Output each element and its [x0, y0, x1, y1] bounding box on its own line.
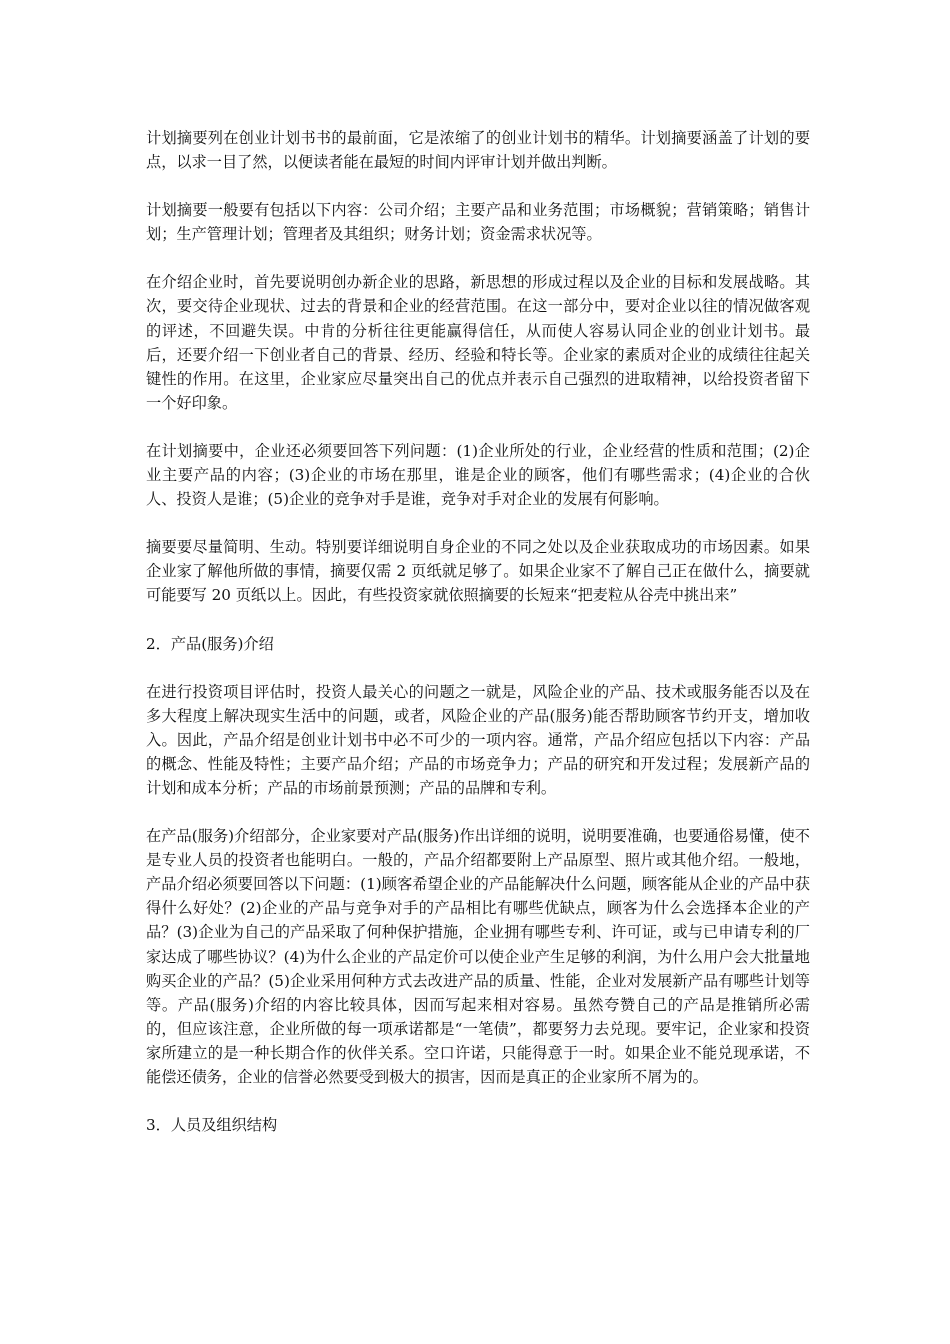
summary-questions-paragraph: 在计划摘要中，企业还必须要回答下列问题：(1)企业所处的行业，企业经营的性质和范围；(2)企业主要产品的内容；(3)企业的市场在那里，谁是企业的顾客，他们有哪些需求；(4)企业的合伙人、投资人是谁；(5)企业的竞争对手是谁，竞争对手对企业的发展有何影响。 — [146, 441, 810, 509]
product-intro-paragraph: 在进行投资项目评估时，投资人最关心的问题之一就是，风险企业的产品、技术或服务能否以及在多大程度上解决现实生活中的问题，或者，风险企业的产品(服务)能否帮助顾客节约开支，增加收入。因此，产品介绍是创业计划书中必不可少的一项内容。通常，产品介绍应包括以下内容：产品的概念、性能及特性；主要产品介绍；产品的市场竞争力；产品的研究和开发过程；发展新产品的计划和成本分析；产品的市场前景预测；产品的品牌和专利。 — [146, 682, 810, 797]
company-intro-paragraph: 在介绍企业时，首先要说明创办新企业的思路，新思想的形成过程以及企业的目标和发展战略。其次，要交待企业现状、过去的背景和企业的经营范围。在这一部分中，要对企业以往的情况做客观的评述，不回避失误。中肯的分析往往更能赢得信任，从而使人容易认同企业的创业计划书。最后，还要介绍一下创业者自己的背景、经历、经验和特长等。企业家的素质对企业的成绩往往起关键性的作用。在这里，企业家应尽量突出自己的优点并表示自己强烈的进取精神，以给投资者留下一个好印象。 — [146, 273, 810, 412]
summary-contents-paragraph: 计划摘要一般要有包括以下内容：公司介绍；主要产品和业务范围；市场概貌；营销策略；销售计划；生产管理计划；管理者及其组织；财务计划；资金需求状况等。 — [146, 201, 810, 244]
summary-length-paragraph: 摘要要尽量简明、生动。特别要详细说明自身企业的不同之处以及企业获取成功的市场因素。如果企业家了解他所做的事情，摘要仅需 2 页纸就足够了。如果企业家不了解自己正在做什么，摘要就可能要写 20 页纸以上。因此，有些投资家就依照摘要的长短来“把麦粒从谷壳中挑出来” — [146, 538, 810, 605]
document-body — [146, 126, 810, 1161]
section-heading-personnel: 3．人员及组织结构 — [146, 1116, 278, 1135]
section-heading-product: 2．产品(服务)介绍 — [146, 634, 274, 653]
summary-intro-paragraph: 计划摘要列在创业计划书书的最前面，它是浓缩了的创业计划书的精华。计划摘要涵盖了计划的要点，以求一目了然，以便读者能在最短的时间内评审计划并做出判断。 — [146, 129, 810, 172]
product-details-paragraph: 在产品(服务)介绍部分，企业家要对产品(服务)作出详细的说明，说明要准确，也要通俗易懂，使不是专业人员的投资者也能明白。一般的，产品介绍都要附上产品原型、照片或其他介绍。一般地，产品介绍必须要回答以下问题：(1)顾客希望企业的产品能解决什么问题，顾客能从企业的产品中获得什么好处？(2)企业的产品与竞争对手的产品相比有哪些优缺点，顾客为什么会选择本企业的产品？(3)企业为自己的产品采取了何种保护措施，企业拥有哪些专利、许可证，或与已申请专利的厂家达成了哪些协议？(4)为什么企业的产品定价可以使企业产生足够的利润，为什么用户会大批量地购买企业的产品？(5)企业采用何种方式去改进产品的质量、性能，企业对发展新产品有哪些计划等等。产品(服务)介绍的内容比较具体，因而写起来相对容易。虽然夸赞自己的产品是推销所必需的，但应该注意，企业所做的每一项承诺都是“一笔债”，都要努力去兑现。要牢记，企业家和投资家所建立的是一种长期合作的伙伴关系。空口许诺，只能得意于一时。如果企业不能兑现承诺，不能偿还债务，企业的信誉必然要受到极大的损害，因而是真正的企业家所不屑为的。 — [146, 827, 810, 1086]
